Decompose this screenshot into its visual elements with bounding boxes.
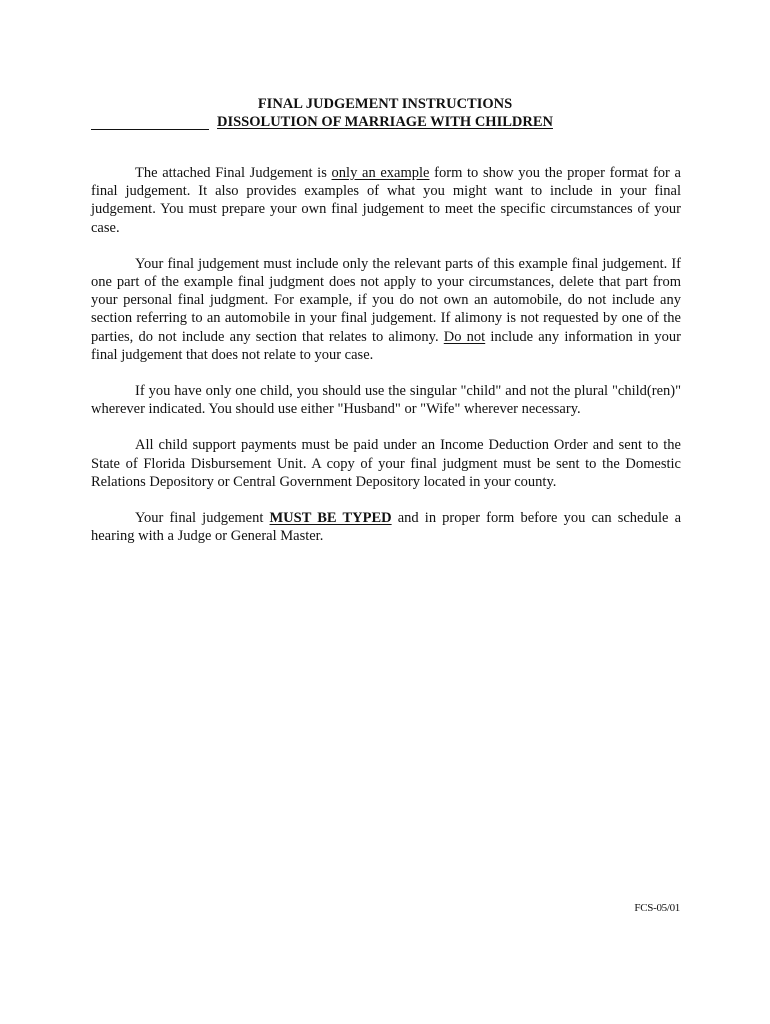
p5-text-c: and in proper form before you can schedule a hearing with a Judge or General Master. xyxy=(91,510,682,545)
p1-text-a: The attached Final Judgement is xyxy=(135,165,332,181)
p1-text-c: form to show you the proper format for a final judgement. It also provides examples of what you might want to include in your final judgement. You must prepare your own final judgement to meet the specific circumstances of your case. xyxy=(91,165,681,236)
paragraph-child-support: All child support payments must be paid under an Income Deduction Order and sent to the State of Florida Disbursement Unit. A copy of your final judgment must be sent to the Domestic Relations Depository or Central Government Depository located in your county. xyxy=(91,437,681,490)
p1-underlined-text: only an example xyxy=(331,165,430,181)
p2-text-c: include any information in your final judgement that does not relate to your case. xyxy=(91,328,681,363)
paragraph-relevant-parts xyxy=(91,255,681,364)
paragraph-child-wording: If you have only one child, you should use the singular "child" and not the plural "child(ren)" wherever indicated. You should use either "Husband" or "Wife" wherever necessary. xyxy=(91,383,681,418)
form-code: FCS-05/01 xyxy=(634,902,680,914)
paragraph-example-notice xyxy=(91,164,681,237)
p2-text-a: Your final judgement must include only the relevant parts of this example final judgement. If one part of the example final judgment does not apply to your circumstances, delete that part from your personal final judgment. For example, if you do not own an automobile, do not include any section referring to an automobile in your final judgement. If alimony is not requested by one of the parties, do not include any section that relates to alimony. xyxy=(91,255,681,345)
p5-bold-underlined-text: MUST BE TYPED xyxy=(269,510,392,527)
p2-underlined-text: Do not xyxy=(443,328,486,345)
instructions-body xyxy=(91,164,681,563)
p5-text-a: Your final judgement xyxy=(135,510,270,527)
document-subtitle-text: DISSOLUTION OF MARRIAGE WITH CHILDREN xyxy=(217,114,553,130)
document-title: FINAL JUDGEMENT INSTRUCTIONS xyxy=(257,96,513,112)
paragraph-must-be-typed xyxy=(91,509,681,545)
title-underline-rule xyxy=(91,129,209,130)
